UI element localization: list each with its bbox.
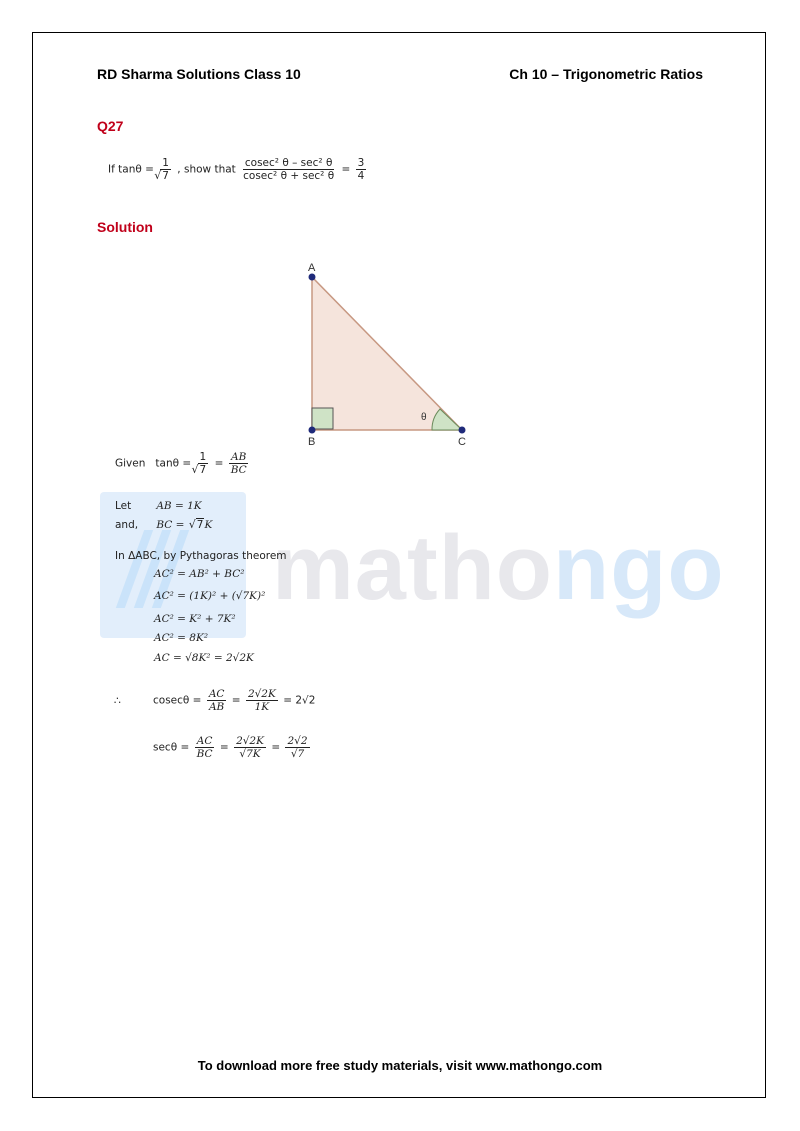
- footer-download-note: To download more free study materials, visit www.mathongo.com: [197, 1058, 603, 1073]
- question-show-text: , show that: [177, 163, 236, 176]
- vertex-a-point: [309, 274, 316, 281]
- question-label: Q27: [97, 118, 124, 134]
- question-tan-fraction: 1 √ 7: [159, 157, 172, 182]
- question-if-text: If: [108, 163, 115, 176]
- header-book-title: RD Sharma Solutions Class 10: [97, 66, 301, 82]
- pythagoras-intro: In ΔABC, by Pythagoras theorem: [115, 550, 287, 562]
- pythagoras-line-4: AC² = 8K²: [154, 632, 209, 644]
- let-bc-line: and, BC = √ 7K: [115, 518, 212, 531]
- question-lhs-fraction: $\frac{\text{cosec² θ – sec² θ}}{\text{cosec² θ + sec² θ}}$: [243, 157, 335, 182]
- sec-line: secθ = $\frac{AC}{BC}$ = $\frac{2√2K}{√7K}$ = $\frac{2√2}{√7}$: [153, 735, 308, 760]
- solution-label: Solution: [97, 219, 153, 235]
- header-chapter-title: Ch 10 – Trigonometric Ratios: [509, 66, 703, 82]
- pythagoras-line-1: AC² = AB² + BC²: [154, 568, 245, 580]
- right-angle-marker: [312, 408, 333, 429]
- given-line: Given tanθ = 1 √ 7 = $\frac{AB}{BC}$: [115, 451, 251, 476]
- pythagoras-line-3: AC² = K² + 7K²: [154, 613, 236, 625]
- vertex-a-label: A: [308, 262, 316, 274]
- theta-label: θ: [421, 412, 427, 423]
- vertex-c-label: C: [458, 436, 466, 448]
- cosec-line: cosecθ = $\frac{AC}{AB}$ = $\frac{2√2K}{1K}$ = 2√2: [153, 688, 316, 713]
- vertex-b-point: [309, 427, 316, 434]
- question-statement: If tanθ = 1 √ 7 , show that $\frac{\text{cosec² θ – sec² θ}}{\text{cosec² θ + sec² θ}}$ = $\frac{3}{4}$: [108, 157, 368, 182]
- vertex-c-point: [459, 427, 466, 434]
- triangle-figure: [0, 0, 800, 460]
- watermark-logo-text: mathongo: [272, 517, 725, 619]
- let-ab-line: Let AB = 1K: [115, 500, 202, 512]
- question-rhs-fraction: $\frac{3}{4}$: [357, 157, 365, 182]
- vertex-b-label: B: [308, 436, 316, 448]
- triangle-abc: [312, 277, 462, 430]
- pythagoras-line-5: AC = √8K² = 2√2K: [154, 652, 254, 664]
- pythagoras-line-2: AC² = (1K)² + (√7K)²: [154, 590, 266, 602]
- therefore-symbol: ∴: [114, 695, 121, 707]
- question-tan: tanθ =: [118, 163, 154, 176]
